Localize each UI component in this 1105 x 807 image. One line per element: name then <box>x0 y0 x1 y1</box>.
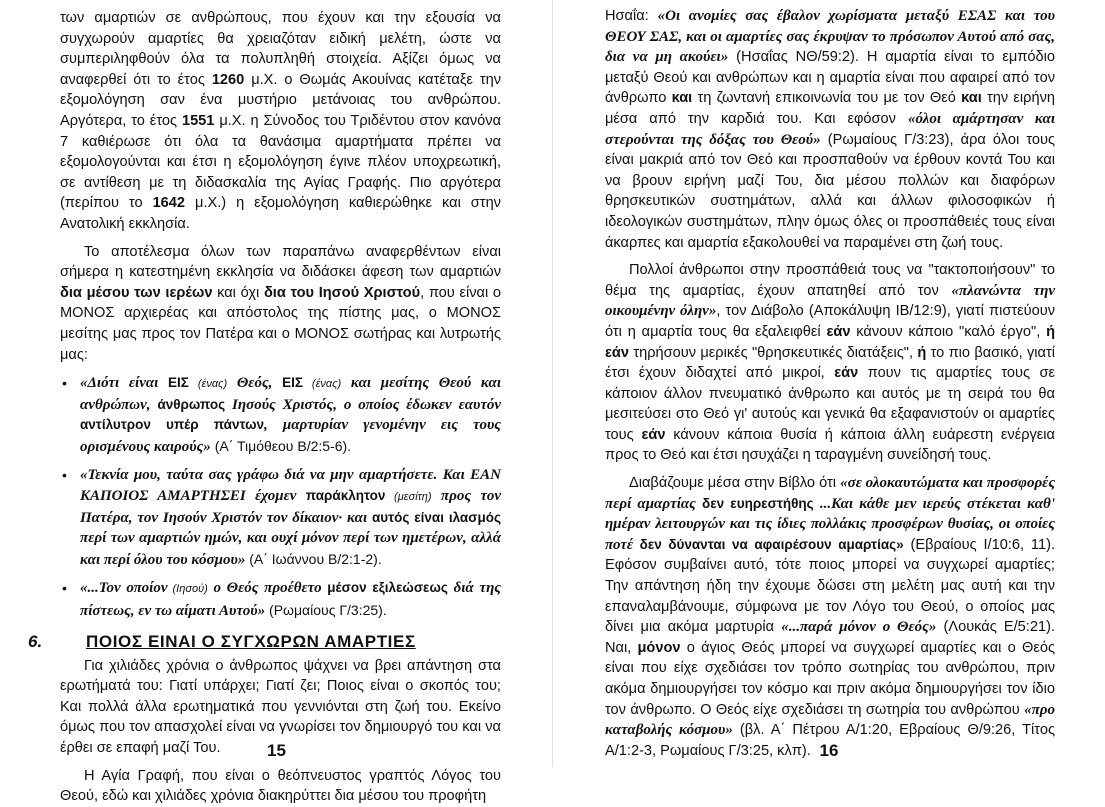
left-paragraph-4: Η Αγία Γραφή, που είναι ο θεόπνευστος γραπτός Λόγος του Θεού, εδώ και χιλιάδες χρόνια διακηρύττει δια μέσου του προφήτη <box>60 767 501 805</box>
right-paragraph-3: Διαβάζουμε μέσα στην Βίβλο ότι «σε ολοκαυτώματα και προσφορές περί αμαρτίας δεν ευηρεστήθης ...Και κάθε μεν ιερεύς στέκεται καθ' ημέραν λειτουργών και τις ίδιες πολλάκις προσφέρων θυσίας, οι οποίες ποτέ δεν δύνανται να αφαιρέσουν αμαρτίας» (Εβραίους Ι/10:6, 11). Εφόσον συμβαίνει αυτό, τότε ποιος μπορεί να συγχωρεί αμαρτίες; Την απάντηση ήδη την έχουμε δώσει στη μελέτη μας αυτή και την επαναλαμβάνουμε, σύμφωνα με τον Λόγο του Θεού, ο οποίος μας δίνει μια ακόμα μαρτυρία «...παρά μόνον ο Θεός» (Λουκάς Ε/5:21). Ναι, μόνον ο άγιος Θεός μπορεί να συγχωρεί αμαρτίες και ο Θεός είναι που είχε σχεδιάσει τον τρόπο σωτηρίας του ανθρώπου, πριν ακόμα δημιουργήσει τον κόσμο και πριν ακόμα δημιουργήσει τον ίδιο τον άνθρωπο. Ο Θεός είχε σχεδιάσει τη σωτηρία του ανθρώπου «προ καταβολής κόσμου» (βλ. Α΄ Πέτρου Α/1:20, Εβραίους Θ/9:26, Τίτος Α/1:2-3, Ρωμαίους Γ/3:25, κλπ). <box>605 475 1056 759</box>
quote: «όλοι αμάρτησαν και στερούνται της δόξας του Θεού» <box>605 110 1056 148</box>
left-page <box>0 0 553 805</box>
emphasis: δια του Ιησού Χριστού <box>263 284 421 301</box>
year-1551: 1551 <box>181 112 215 129</box>
left-paragraph-2 <box>60 242 501 366</box>
quote: «Διότι είναι ΕΙΣ (ένας) Θεός, ΕΙΣ (ένας) και μεσίτης Θεού και ανθρώπων, άνθρωπος Ιησούς Χριστός, ο οποίος έδωκεν εαυτόν αντίλυτρον υπέρ πάντων, μαρτυρίαν γενομένην εις τους ορισμένους καιρούς» <box>80 375 502 455</box>
scripture-reference: (Ρωμαίους Γ/3:25). <box>265 602 387 619</box>
text-run: μ.Χ. η Σύνοδος του Τριδέντου στον κανόνα 7 καθιέρωσε ότι όλα τα θανάσιμα αμαρτήματα πρέπει να εξομολογούνται και έτσι η εξομολόγηση έγινε πλέον υποχρεωτική, σε αντίθεση με τη διδασκαλία της Αγίας Γραφής. Πιο αργότερα (περίπου το <box>60 112 501 212</box>
quote: «Οι ανομίες σας έβαλον χωρίσματα μεταξύ ΕΣΑΣ και του ΘΕΟΥ ΣΑΣ, και οι αμαρτίες σας έκρυψαν το πρόσωπον Αυτού από σας, δια να μη ακούει» <box>605 8 1056 66</box>
right-paragraph-2: Πολλοί άνθρωποι στην προσπάθειά τους να "τακτοποιήσουν" το θέμα της αμαρτίας, έχουν απατηθεί από τον «πλανώντα την οικουμένην όλην», τον Διάβολο (Αποκάλυψη ΙΒ/12:9), γιατί πιστεύουν ότι η αμαρτία τους θα εξαλειφθεί εάν κάνουν κάποιο "καλό έργο", ή εάν τηρήσουν μερικές "θρησκευτικές διατάξεις", ή το πιο βασικό, γιατί έτσι έχουν διδαχτεί από μικροί, εάν πουν τις αμαρτίες τους σε κάποιον άλλον πνευματικό άνθρωπο και αυτός με τη σειρά του θα μεσιτεύσει στο Θεό γι' αυτούς και γενικά θα εξαφανιστούν οι αμαρτίες τους εάν κάνουν κάποια θυσία ή κάποια άλλη ευάρεστη ενέργεια προς το Θεό και έτσι ησυχάζει η ταραγμένη συνείδησή τους. <box>605 262 1055 464</box>
section-title: ΠΟΙΟΣ ΕΙΝΑΙ Ο ΣΥΓΧΩΡΩΝ ΑΜΑΡΤΙΕΣ <box>86 631 416 651</box>
left-paragraph-1 <box>60 8 501 235</box>
scripture-list <box>60 373 501 622</box>
emphasis: δια μέσου των ιερέων <box>60 284 213 301</box>
text-run: , που είναι ο ΜΟΝΟΣ αρχιερέας και απόστολος της πίστης μας, ο ΜΟΝΟΣ μεσίτης μας προς τον Πατέρα και ο ΜΟΝΟΣ σωτήρας και λυτρωτής μας: <box>60 284 501 363</box>
text-run: των αμαρτιών σε ανθρώπους, που έχουν και την εξουσία να συγχωρούν αμαρτίες θα χρειαζόταν ειδική μελέτη, ώστε να συμπεριληφθούν όλα τα πολυπληθή στοιχεία. Αξίζει όμως να αναφερθεί ότι το έτος <box>60 10 501 88</box>
page-number: 15 <box>267 741 286 760</box>
list-item <box>62 465 501 570</box>
quote: «σε ολοκαυτώματα και προσφορές περί αμαρτίας δεν ευηρεστήθης ...Και κάθε μεν ιερεύς στέκεται καθ' ημέραν λειτουργών και τις ίδιες πολλάκις προσφέρων θυσίας, οι οποίες ποτέ δεν δύνανται να αφαιρέσουν αμαρτίας» <box>605 475 1056 553</box>
left-paragraph-3: Για χιλιάδες χρόνια ο άνθρωπος ψάχνει να βρει απάντηση στα ερωτήματά του: Γιατί υπάρχει; Γιατί ζει; Ποιος είναι ο σκοπός του; Και πολλά άλλα ερωτηματικά που γεννιόνται στη ζωή του. Εκείνο όμως που τον απασχολεί είναι να γνωρίσει τον δημιουργό του και να έρθει σε επαφή μαζί Του. <box>60 657 501 756</box>
section-number: 6. <box>28 631 43 651</box>
list-item <box>62 373 502 457</box>
section-heading <box>28 632 501 652</box>
scripture-reference: (Α΄ Ιωάννου Β/2:1-2). <box>245 550 382 567</box>
text-run: και όχι <box>212 284 264 301</box>
scripture-reference: (Α΄ Τιμόθεου Β/2:5-6). <box>210 437 352 454</box>
right-paragraph-1: Ησαΐα: «Οι ανομίες σας έβαλον χωρίσματα μεταξύ ΕΣΑΣ και του ΘΕΟΥ ΣΑΣ, και οι αμαρτίες σας έκρυψαν το πρόσωπον Αυτού από σας, δια να μη ακούει» (Ησαΐας ΝΘ/59:2). Η αμαρτία είναι το εμπόδιο μεταξύ Θεού και ανθρώπων και η αμαρτία είναι που αφαιρεί από τον άνθρωπο και τη ζωντανή επικοινωνία του με τον Θεό και την ειρήνη μέσα από την καρδιά του. Και εφόσον «όλοι αμάρτησαν και στερούνται της δόξας του Θεού» (Ρωμαίους Γ/3:23), άρα όλοι τους είναι μακριά από τον Θεό και προσπαθούν να έρθουν κοντά Του και να βρουν ειρήνη μαζί Του, δια μέσου πολλών και διαφόρων θρησκευτικών συστημάτων, αλλά και άλλων φιλοσοφικών ή ιδεολογικών συστημάτων, πλην όμως όλες οι προσπάθειές τους είναι άκαρπες και αμαρτία εξακολουθεί να παραμένει στη ζωή τους. <box>605 8 1056 251</box>
bullet-icon: • <box>62 375 67 392</box>
text-run: Το αποτέλεσμα όλων των παραπάνω αναφερθέντων είναι σήμερα η κατεστημένη εκκλησία να διδάσκει άφεση των αμαρτιών <box>60 243 501 281</box>
quote: «...παρά μόνον ο Θεός» <box>781 619 937 636</box>
quote: «προ καταβολής κόσμου» <box>605 701 1055 739</box>
year-1260: 1260 <box>211 71 245 88</box>
year-1642: 1642 <box>152 195 186 212</box>
text-run: μ.Χ. ο Θωμάς Ακουίνας κατέταξε την εξομολόγηση σαν ένα μυστήριο μετάνοιας του ανθρώπου. Αργότερα, το έτος <box>60 71 501 129</box>
quote: «πλανώντα την οικουμένην όλην» <box>605 282 1055 320</box>
bullet-icon: • <box>62 580 67 597</box>
page-number: 16 <box>819 741 839 760</box>
text-run: μ.Χ.) η εξομολόγηση καθιερώθηκε και στην Ανατολική εκκλησία. <box>60 195 501 232</box>
right-page <box>553 0 1105 767</box>
quote: «Τεκνία μου, ταύτα σας γράφω διά να μην αμαρτήσετε. Και ΕΑΝ ΚΑΠΟΙΟΣ ΑΜΑΡΤΗΣΕΙ έχομεν παράκλητον (μεσίτη) προς τον Πατέρα, τον Ιησούν Χριστόν τον δίκαιον· και αυτός είναι ιλασμός περί των αμαρτιών ημών, και ουχί μόνον περί των ημετέρων, αλλά και περί όλου του κόσμου» <box>80 467 501 568</box>
bullet-icon: • <box>62 467 67 484</box>
quote: «...Τον οποίον (Ιησού) ο Θεός προέθετο μέσον εξιλεώσεως διά της πίστεως, εν τω αίματι Αυτού» <box>80 580 501 620</box>
list-item <box>62 578 501 621</box>
